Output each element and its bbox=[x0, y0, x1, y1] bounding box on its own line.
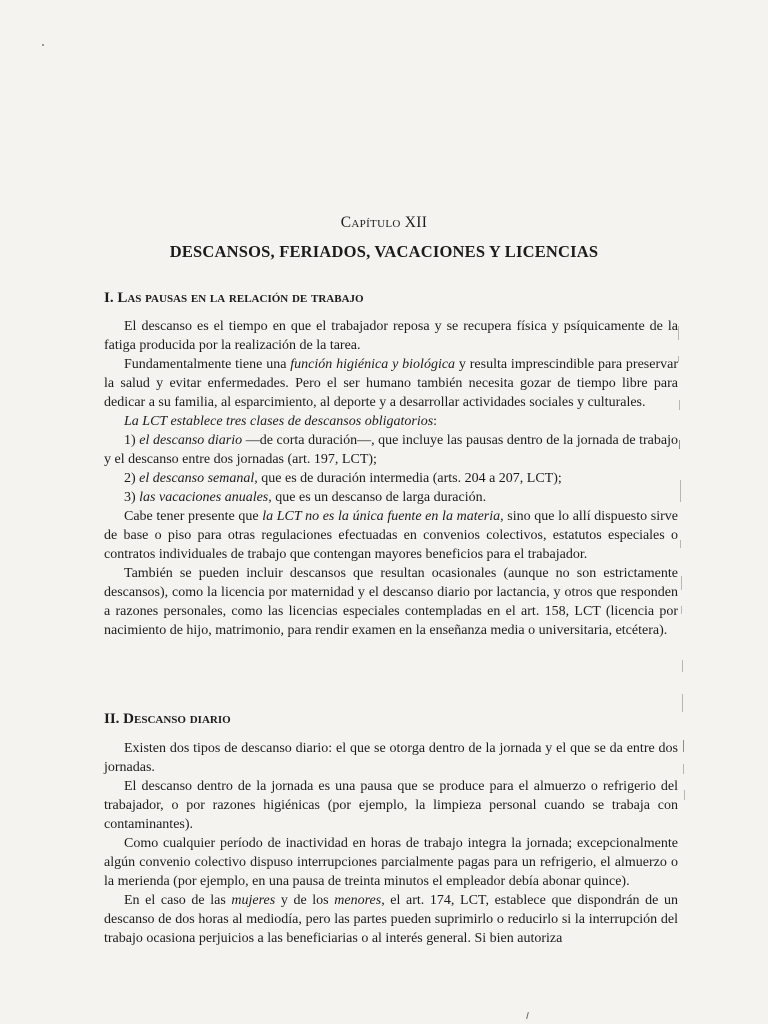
emphasis-text: mujeres bbox=[231, 893, 276, 908]
paragraph bbox=[104, 891, 678, 948]
paragraph bbox=[104, 834, 678, 891]
section-body-pausas bbox=[104, 317, 678, 640]
paragraph bbox=[104, 507, 678, 564]
paragraph-text: Cabe tener presente que bbox=[124, 509, 263, 524]
emphasis-text: la LCT no es la única fuente en la materia bbox=[262, 509, 501, 524]
emphasis-text: menores bbox=[334, 893, 382, 908]
scan-artifact bbox=[681, 606, 682, 614]
scan-speck bbox=[42, 44, 44, 46]
scan-artifact bbox=[679, 400, 680, 410]
paragraph-text: Existen dos tipos de descanso diario: el que se otorga dentro de la jornada y el que se da entre dos jornadas. bbox=[104, 741, 678, 775]
paragraph-text: , sino que lo allí dispuesto sirve de base o piso para otras regulaciones efectuadas en convenios colectivos, estatutos especiales o contratos individuales de trabajo que contengan mayores beneficios para el trabajador. bbox=[104, 509, 678, 562]
paragraph-text: El descanso es el tiempo en que el trabajador reposa y se recupera física y psíquicamente de la fatiga producida por la realización de la tarea. bbox=[104, 319, 678, 353]
scan-artifact bbox=[680, 480, 681, 502]
paragraph-text: , que es un descanso de larga duración. bbox=[268, 490, 487, 505]
list-item bbox=[104, 469, 678, 488]
scan-artifact bbox=[680, 540, 681, 548]
scan-artifact bbox=[683, 740, 684, 752]
paragraph bbox=[104, 412, 678, 431]
list-item bbox=[104, 488, 678, 507]
list-marker: 1) bbox=[124, 433, 140, 448]
section-heading-pausas: I. Las pausas en la relación de trabajo bbox=[104, 290, 364, 306]
list-marker: 3) bbox=[124, 490, 140, 505]
paragraph-text: , el art. 174, LCT, establece que dispondrán de un descanso de dos horas al mediodía, pero las partes pueden suprimirlo o reducirlo si la interrupción del trabajo ocasiona perjuicios a las beneficiarias o al interés general. Si bien autoriza bbox=[104, 893, 678, 946]
scan-artifact bbox=[682, 694, 683, 712]
paragraph-text: y resulta imprescindible para preservar la salud y evitar enfermedades. Pero el ser humano también necesita gozar de tiempo libre para dedicar a su familia, al esparcimiento, al deporte y a desarrollar actividades sociales y culturales. bbox=[104, 357, 678, 410]
paragraph-text: Como cualquier período de inactividad en horas de trabajo integra la jornada; excepcionalmente algún convenio colectivo dispuso interrupciones parcialmente pagas para un refrigerio, el almuerzo o la merienda (por ejemplo, en una pausa de treinta minutos el empleador debía abonar quince). bbox=[104, 836, 678, 889]
scan-artifact bbox=[679, 440, 680, 449]
scan-artifact bbox=[683, 764, 684, 774]
scan-artifact bbox=[682, 660, 683, 672]
section-body-descanso-diario bbox=[104, 739, 678, 948]
chapter-label: Capítulo XII bbox=[340, 214, 428, 231]
paragraph-text: También se pueden incluir descansos que resultan ocasionales (aunque no son estrictamente descansos), como la licencia por maternidad y el descanso diario por lactancia, y otros que responden a razones personales, como las licencias especiales contempladas en el art. 158, LCT (licencia por nacimiento de hijo, matrimonio, para rendir examen en la enseñanza media o universitaria, etcétera). bbox=[104, 566, 678, 638]
paragraph-text: El descanso dentro de la jornada es una pausa que se produce para el almuerzo o refrigerio del trabajador, o por razones higiénicas (por ejemplo, la limpieza personal cuando se trabaja con contaminantes). bbox=[104, 779, 678, 832]
paragraph bbox=[104, 317, 678, 355]
list-item bbox=[104, 431, 678, 469]
emphasis-text: La LCT establece tres clases de descansos obligatorios bbox=[124, 414, 434, 429]
paragraph bbox=[104, 564, 678, 640]
paragraph-text: En el caso de las bbox=[124, 893, 232, 908]
paragraph-text: Fundamentalmente tiene una bbox=[124, 357, 291, 372]
scan-artifact bbox=[678, 326, 679, 340]
paragraph bbox=[104, 739, 678, 777]
paragraph-text: , que es de duración intermedia (arts. 204 a 207, LCT); bbox=[254, 471, 562, 486]
list-marker: 2) bbox=[124, 471, 140, 486]
paragraph bbox=[104, 777, 678, 834]
emphasis-text: el descanso semanal bbox=[139, 471, 255, 486]
scan-artifact bbox=[681, 576, 682, 590]
paragraph-text: —de corta duración—, que incluye las pausas dentro de la jornada de trabajo y el descanso entre dos jornadas (art. 197, LCT); bbox=[104, 433, 678, 467]
paragraph-text: : bbox=[433, 414, 438, 429]
section-heading-descanso-diario: II. Descanso diario bbox=[104, 711, 231, 727]
chapter-title: DESCANSOS, FERIADOS, VACACIONES Y LICENCIAS bbox=[169, 242, 599, 261]
paragraph-text: y de los bbox=[275, 893, 335, 908]
emphasis-text: las vacaciones anuales bbox=[139, 490, 269, 505]
emphasis-text: el descanso diario bbox=[139, 433, 243, 448]
paragraph bbox=[104, 355, 678, 412]
scan-artifact bbox=[684, 790, 685, 800]
scan-artifact bbox=[678, 356, 679, 362]
emphasis-text: función higiénica y biológica bbox=[290, 357, 456, 372]
scan-speck bbox=[526, 1012, 529, 1019]
